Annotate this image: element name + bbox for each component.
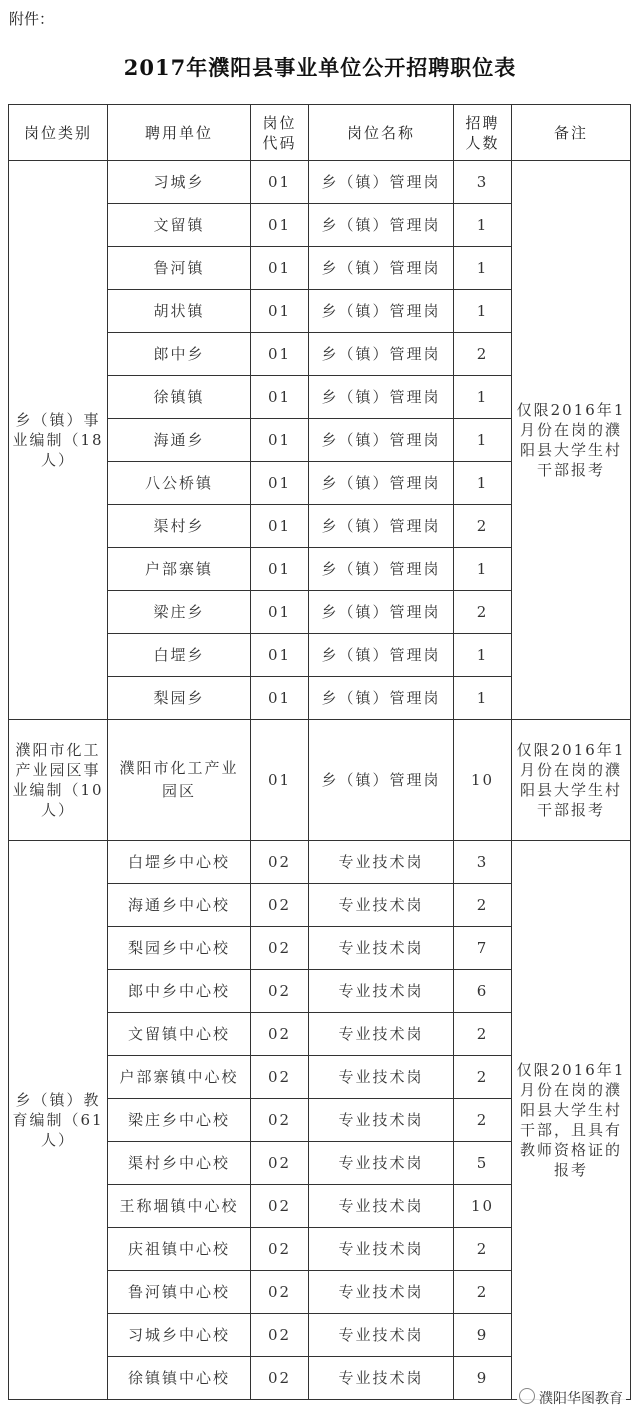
table-row	[9, 161, 631, 204]
code-cell: 02	[251, 884, 309, 927]
code-cell: 01	[251, 204, 309, 247]
code-cell: 02	[251, 1142, 309, 1185]
unit-cell: 梨园乡	[108, 677, 251, 720]
code-cell: 02	[251, 841, 309, 884]
position-cell: 乡（镇）管理岗	[309, 333, 454, 376]
unit-cell: 郎中乡中心校	[108, 970, 251, 1013]
unit-cell: 徐镇镇	[108, 376, 251, 419]
count-cell: 6	[454, 970, 512, 1013]
position-cell: 乡（镇）管理岗	[309, 591, 454, 634]
position-cell: 专业技术岗	[309, 1271, 454, 1314]
category-cell: 乡（镇）教育编制（61人）	[9, 841, 108, 1400]
position-cell: 专业技术岗	[309, 1056, 454, 1099]
code-cell: 01	[251, 419, 309, 462]
position-cell: 专业技术岗	[309, 1228, 454, 1271]
unit-cell: 梁庄乡中心校	[108, 1099, 251, 1142]
unit-cell: 王称堌镇中心校	[108, 1185, 251, 1228]
position-cell: 专业技术岗	[309, 1013, 454, 1056]
code-cell: 01	[251, 591, 309, 634]
unit-cell: 八公桥镇	[108, 462, 251, 505]
position-cell: 乡（镇）管理岗	[309, 677, 454, 720]
code-cell: 01	[251, 161, 309, 204]
unit-cell: 濮阳市化工产业园区	[108, 720, 251, 841]
unit-cell: 鲁河镇	[108, 247, 251, 290]
position-cell: 乡（镇）管理岗	[309, 634, 454, 677]
code-cell: 02	[251, 1013, 309, 1056]
position-cell: 乡（镇）管理岗	[309, 204, 454, 247]
position-cell: 专业技术岗	[309, 1142, 454, 1185]
count-cell: 3	[454, 161, 512, 204]
unit-cell: 习城乡	[108, 161, 251, 204]
position-cell: 专业技术岗	[309, 927, 454, 970]
code-cell: 02	[251, 1314, 309, 1357]
note-cell: 仅限2016年1月份在岗的濮阳县大学生村干部，且具有教师资格证的报考	[512, 841, 631, 1400]
code-cell: 01	[251, 290, 309, 333]
position-cell: 专业技术岗	[309, 1314, 454, 1357]
count-cell: 2	[454, 333, 512, 376]
header-note: 备注	[512, 105, 631, 161]
position-cell: 乡（镇）管理岗	[309, 376, 454, 419]
unit-cell: 海通乡	[108, 419, 251, 462]
position-cell: 乡（镇）管理岗	[309, 720, 454, 841]
code-cell: 01	[251, 634, 309, 677]
unit-cell: 白堽乡	[108, 634, 251, 677]
category-cell: 濮阳市化工产业园区事业编制（10人）	[9, 720, 108, 841]
position-cell: 专业技术岗	[309, 841, 454, 884]
header-unit: 聘用单位	[108, 105, 251, 161]
code-cell: 01	[251, 376, 309, 419]
header-row	[9, 105, 631, 161]
count-cell: 2	[454, 1099, 512, 1142]
code-cell: 02	[251, 1099, 309, 1142]
unit-cell: 文留镇中心校	[108, 1013, 251, 1056]
unit-cell: 渠村乡中心校	[108, 1142, 251, 1185]
table-row	[9, 720, 631, 841]
header-code: 岗位 代码	[251, 105, 309, 161]
unit-cell: 徐镇镇中心校	[108, 1357, 251, 1400]
code-cell: 02	[251, 970, 309, 1013]
positions-table	[8, 104, 631, 1400]
position-cell: 专业技术岗	[309, 884, 454, 927]
count-cell: 2	[454, 1013, 512, 1056]
count-cell: 2	[454, 1056, 512, 1099]
note-cell: 仅限2016年1月份在岗的濮阳县大学生村干部报考	[512, 161, 631, 720]
code-cell: 02	[251, 1228, 309, 1271]
code-cell: 02	[251, 1271, 309, 1314]
count-cell: 10	[454, 1185, 512, 1228]
position-cell: 专业技术岗	[309, 970, 454, 1013]
code-cell: 02	[251, 1357, 309, 1400]
unit-cell: 海通乡中心校	[108, 884, 251, 927]
count-cell: 1	[454, 419, 512, 462]
unit-cell: 习城乡中心校	[108, 1314, 251, 1357]
count-cell: 9	[454, 1314, 512, 1357]
code-cell: 01	[251, 677, 309, 720]
position-cell: 乡（镇）管理岗	[309, 290, 454, 333]
header-count: 招聘 人数	[454, 105, 512, 161]
unit-cell: 户部寨镇中心校	[108, 1056, 251, 1099]
count-cell: 1	[454, 376, 512, 419]
count-cell: 2	[454, 505, 512, 548]
count-cell: 7	[454, 927, 512, 970]
unit-cell: 梨园乡中心校	[108, 927, 251, 970]
position-cell: 乡（镇）管理岗	[309, 247, 454, 290]
count-cell: 2	[454, 591, 512, 634]
table-row	[9, 841, 631, 884]
position-cell: 专业技术岗	[309, 1099, 454, 1142]
count-cell: 3	[454, 841, 512, 884]
position-cell: 乡（镇）管理岗	[309, 161, 454, 204]
count-cell: 1	[454, 634, 512, 677]
category-cell: 乡（镇）事业编制（18人）	[9, 161, 108, 720]
count-cell: 1	[454, 548, 512, 591]
position-cell: 乡（镇）管理岗	[309, 419, 454, 462]
code-cell: 02	[251, 1185, 309, 1228]
watermark-text: 濮阳华图教育	[539, 1391, 623, 1407]
unit-cell: 渠村乡	[108, 505, 251, 548]
count-cell: 10	[454, 720, 512, 841]
unit-cell: 文留镇	[108, 204, 251, 247]
unit-cell: 庆祖镇中心校	[108, 1228, 251, 1271]
note-cell: 仅限2016年1月份在岗的濮阳县大学生村干部报考	[512, 720, 631, 841]
code-cell: 01	[251, 462, 309, 505]
watermark	[517, 1387, 626, 1409]
unit-cell: 鲁河镇中心校	[108, 1271, 251, 1314]
count-cell: 1	[454, 677, 512, 720]
header-position: 岗位名称	[309, 105, 454, 161]
unit-cell: 胡状镇	[108, 290, 251, 333]
count-cell: 9	[454, 1357, 512, 1400]
unit-cell: 梁庄乡	[108, 591, 251, 634]
unit-cell: 白堽乡中心校	[108, 841, 251, 884]
position-cell: 乡（镇）管理岗	[309, 462, 454, 505]
count-cell: 5	[454, 1142, 512, 1185]
count-cell: 1	[454, 204, 512, 247]
code-cell: 02	[251, 1056, 309, 1099]
code-cell: 01	[251, 505, 309, 548]
attachment-label: 附件：	[9, 10, 55, 28]
position-cell: 专业技术岗	[309, 1357, 454, 1400]
unit-cell: 郎中乡	[108, 333, 251, 376]
code-cell: 01	[251, 247, 309, 290]
count-cell: 2	[454, 1271, 512, 1314]
count-cell: 1	[454, 247, 512, 290]
wechat-icon	[519, 1388, 535, 1404]
position-cell: 专业技术岗	[309, 1185, 454, 1228]
code-cell: 01	[251, 720, 309, 841]
position-cell: 乡（镇）管理岗	[309, 505, 454, 548]
count-cell: 1	[454, 462, 512, 505]
code-cell: 01	[251, 548, 309, 591]
count-cell: 2	[454, 1228, 512, 1271]
document-title: 2017年濮阳县事业单位公开招聘职位表	[123, 55, 517, 80]
code-cell: 01	[251, 333, 309, 376]
code-cell: 02	[251, 927, 309, 970]
header-category: 岗位类别	[9, 105, 108, 161]
unit-cell: 户部寨镇	[108, 548, 251, 591]
count-cell: 2	[454, 884, 512, 927]
count-cell: 1	[454, 290, 512, 333]
position-cell: 乡（镇）管理岗	[309, 548, 454, 591]
